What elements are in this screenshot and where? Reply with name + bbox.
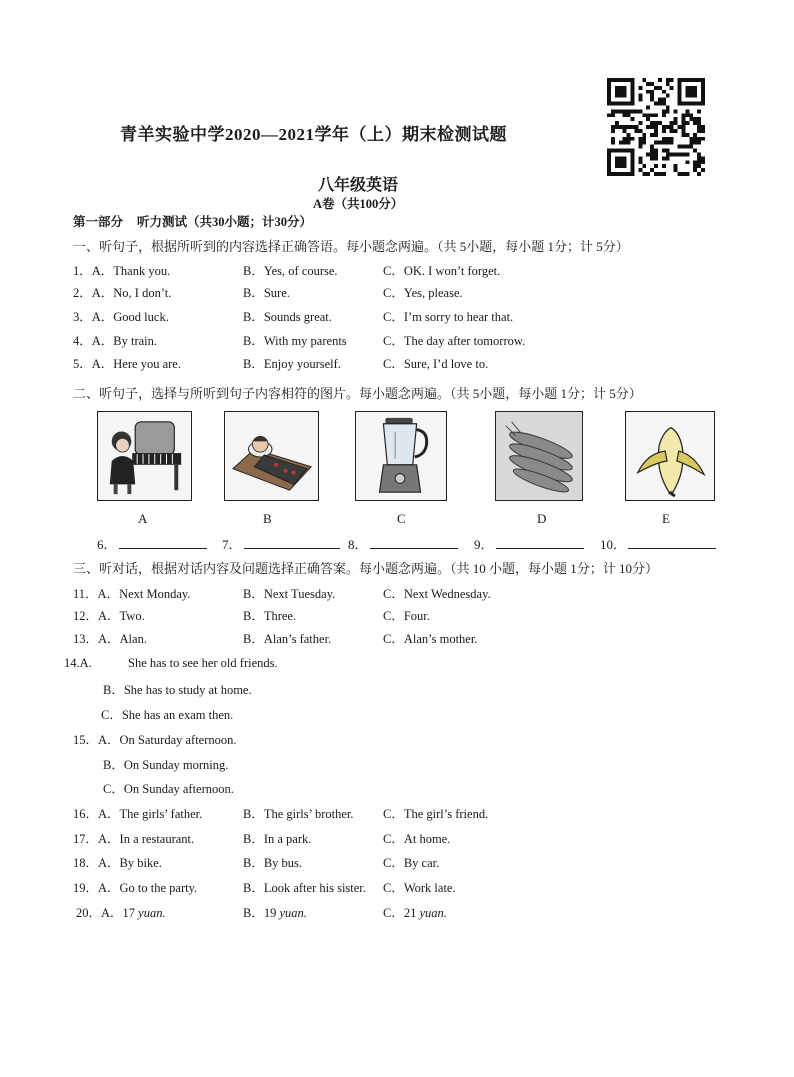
section-1-instructions: 一、听句子，根据所听到的内容选择正确答语。每小题念两遍。（共 5小题，每小题 1分；计 5分）	[73, 239, 629, 254]
question-15-option-c: C．On Sunday afternoon.	[103, 782, 234, 796]
blank-number: 8．	[348, 537, 368, 552]
question-number: 14.A.	[64, 656, 92, 670]
answer-blank-7[interactable]	[222, 534, 340, 553]
option-b: B．Next Tuesday.	[243, 587, 336, 601]
answer-blank-9[interactable]	[474, 534, 584, 553]
picture-label-e: E	[662, 511, 670, 526]
option-a: 3．A．Good luck.	[73, 310, 169, 324]
option-a: 5．A．Here you are.	[73, 357, 181, 371]
option-a: 1．A．Thank you.	[73, 264, 171, 278]
blank-number: 9．	[474, 537, 494, 552]
option-a: 17．A．In a restaurant.	[73, 832, 195, 846]
option-b: B．Yes, of course.	[243, 264, 338, 278]
option-b: B．Sounds great.	[243, 310, 332, 324]
option-a: 18．A．By bike.	[73, 856, 162, 870]
option-a: 12．A．Two.	[73, 609, 145, 623]
question-15-option-a: 15．A．On Saturday afternoon.	[73, 733, 237, 747]
option-a: She has to see her old friends.	[128, 656, 278, 670]
option-b: B．By bus.	[243, 856, 303, 870]
section-3-instructions: 三、听对话，根据对话内容及问题选择正确答案。每小题念两遍。（共 10 小题，每小题 1分；计 10分）	[73, 561, 659, 576]
option-b: B．Alan’s father.	[243, 632, 332, 646]
currency-unit: yuan.	[419, 906, 447, 920]
answer-blank-10[interactable]	[600, 534, 716, 553]
option-a: 20．A．17 yuan.	[76, 906, 166, 920]
option-a: 2．A．No, I don’t.	[73, 286, 172, 300]
option-c: C．The day after tomorrow.	[383, 334, 526, 348]
option-a: 4．A．By train.	[73, 334, 158, 348]
paper-a-label: A卷（共100分）	[313, 197, 404, 211]
part-title: 听力测试（共30小题；计30分）	[137, 215, 313, 229]
person-sleeping-icon	[224, 411, 319, 501]
option-b: B．Three.	[243, 609, 297, 623]
section-2-instructions: 二、听句子，选择与所听到句子内容相符的图片。每小题念两遍。（共 5小题，每小题 1分；计 5分）	[73, 386, 642, 401]
blank-number: 10．	[600, 537, 627, 552]
option-c: C．21 yuan.	[383, 906, 447, 920]
answer-blank-8[interactable]	[348, 534, 458, 553]
blank-number: 6．	[97, 537, 117, 552]
picture-label-b: B	[263, 511, 272, 526]
picture-label-a: A	[138, 511, 148, 526]
option-c: C．At home.	[383, 832, 451, 846]
option-a: 19．A．Go to the party.	[73, 881, 198, 895]
option-b: B．19 yuan.	[243, 906, 307, 920]
option-b: B．Enjoy yourself.	[243, 357, 341, 371]
option-b: B．With my parents	[243, 334, 347, 348]
part-label: 第一部分	[73, 215, 124, 229]
currency-unit: yuan.	[138, 906, 166, 920]
blender-icon	[355, 411, 447, 501]
option-c: C．OK. I won’t forget.	[383, 264, 501, 278]
option-c: C．Work late.	[383, 881, 456, 895]
picture-label-d: D	[537, 511, 547, 526]
option-b: B．Sure.	[243, 286, 290, 300]
question-15-option-b: B．On Sunday morning.	[103, 758, 229, 772]
option-c: C．Sure, I’d love to.	[383, 357, 489, 371]
option-c: C．Four.	[383, 609, 430, 623]
question-14-option-b: B．She has to study at home.	[103, 683, 252, 697]
option-a: 16．A．The girls’ father.	[73, 807, 203, 821]
answer-blank-6[interactable]	[97, 534, 207, 553]
blank-number: 7．	[222, 537, 242, 552]
part-one-heading	[73, 212, 326, 230]
option-a: 13．A．Alan.	[73, 632, 147, 646]
fish-icon	[495, 411, 583, 501]
option-c: C．I’m sorry to hear that.	[383, 310, 514, 324]
option-b: B．In a park.	[243, 832, 312, 846]
picture-label-c: C	[397, 511, 406, 526]
option-c: C．The girl’s friend.	[383, 807, 489, 821]
option-b: B．Look after his sister.	[243, 881, 366, 895]
subject-title: 八年级英语	[318, 177, 399, 194]
option-c: C．Yes, please.	[383, 286, 463, 300]
girl-playing-piano-icon	[97, 411, 192, 501]
option-b: B．The girls’ brother.	[243, 807, 354, 821]
banana-icon	[625, 411, 715, 501]
option-c: C．By car.	[383, 856, 440, 870]
currency-unit: yuan.	[279, 906, 307, 920]
page-title: 青羊实验中学2020—2021学年（上）期末检测试题	[120, 125, 507, 144]
option-c: C．Next Wednesday.	[383, 587, 491, 601]
qr-code-icon	[607, 78, 705, 176]
option-c: C．Alan’s mother.	[383, 632, 478, 646]
question-14-option-c: C．She has an exam then.	[101, 708, 234, 722]
option-a: 11．A．Next Monday.	[73, 587, 191, 601]
